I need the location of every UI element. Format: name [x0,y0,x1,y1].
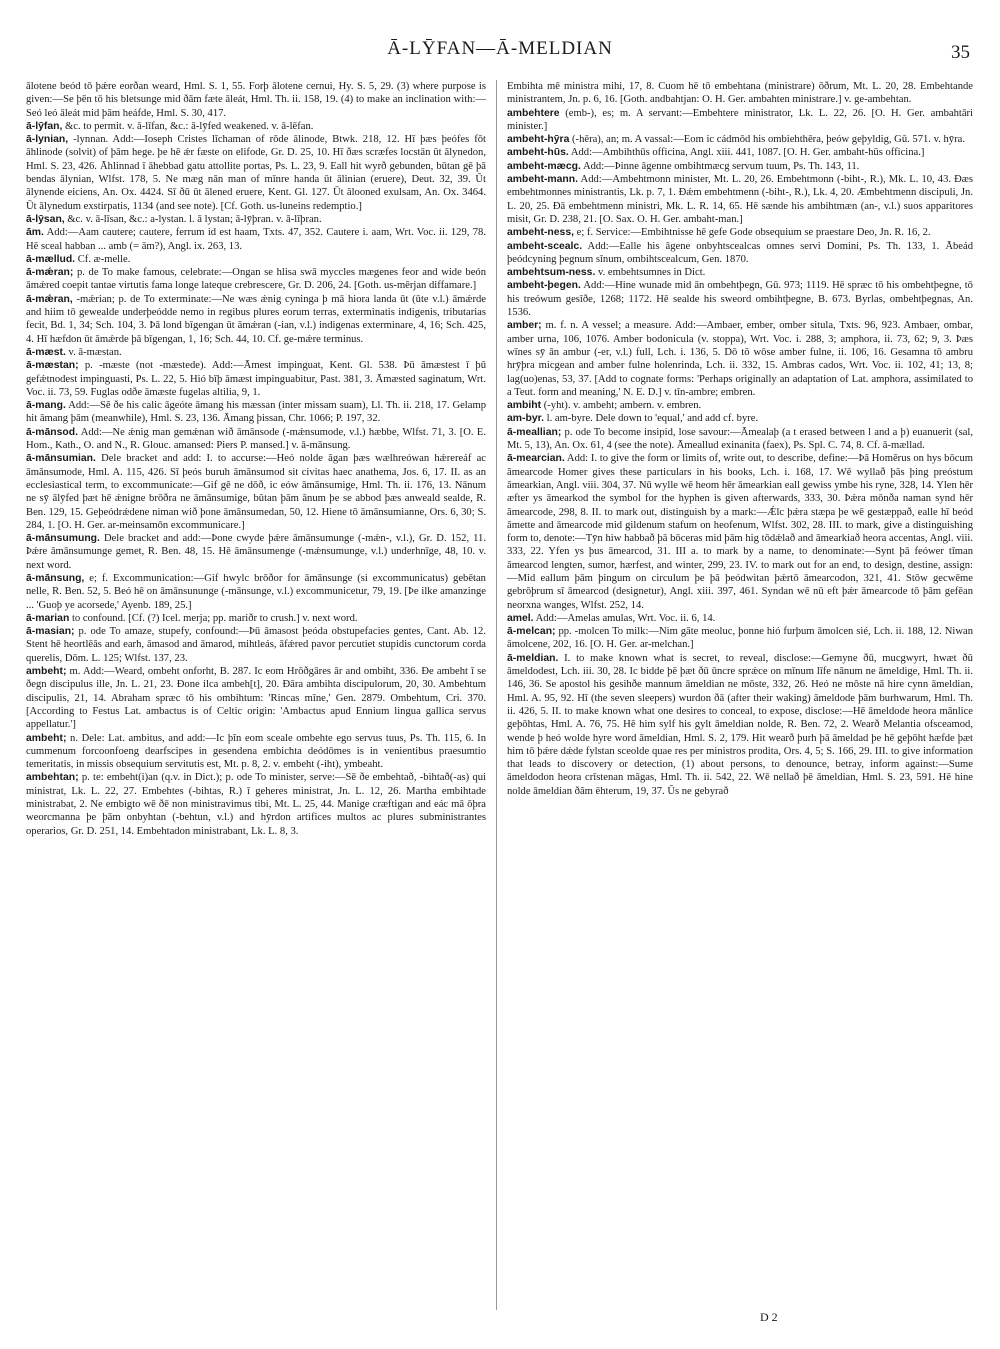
entry-text: &c. to permit. v. ā-līfan, &c.: ā-lȳfed weakened. v. ā-lēfan. [65,120,314,132]
dictionary-entry [26,120,486,133]
dictionary-entry [26,266,486,293]
dictionary-entry [507,319,973,399]
entry-headword: ā-lȳfan, [26,120,63,132]
entry-headword: ambeht; [26,666,67,678]
dictionary-entry [26,213,486,226]
entry-text: l. am-byre. Dele down to 'equal,' and add cf. byre. [546,413,759,425]
dictionary-entry [507,146,973,159]
dictionary-entry [507,107,973,134]
entry-headword: ambiht [507,400,542,412]
entry-text: e; f. Service:—Embihtnisse hē gefe Gode obsequium se praestare Deo, Jn. R. 16, 2. [576,227,931,239]
entry-text: m. Add:—Weard, ombeht onforht, B. 287. Ic eom Hrōðgāres ār and ombiht, 336. Ðe ambeht ī se ðegn discipulus ille, Jn. L. 21, 23. Ðone ilca ambeh[t], 20. Ðāra ambihta discipulorum, 20, 30. Ambehtum discipulis, 21, 14. Abraham spræc tō his ombihtum: 'Rincas mīne,' Gen. 2879. Ombehtum, Cri. 370. [According to Festus Lat. ambactus is of Celtic origin: 'Ambactus apud Ennium lingua gallica servus appellatur.'] [26,666,486,731]
entry-text: p. -mæste (not -mæstede). Add:—Āmest impinguat, Kent. Gl. 538. Þū āmæstest ī þū gefǽtnodest impinguasti, Ps. L. 22, 5. Hió bīþ āmæst impinguabitur, Past. 381, 3. Āmæsted saginatum, Wrt. Voc. ii. 73, 59. Fuglas odðe āmæste fugelas altilia, 9, 1. [26,360,486,398]
dictionary-entry [507,652,973,798]
dictionary-entry [507,625,973,652]
dictionary-entry [507,173,973,226]
entry-text: Dele bracket and add: I. to accurse:—Heó nolde āgan þæs wælhreówan hǽrereáf ac āmānsumode, Hml. A. 115, 426. Sī þeós buruh āmānsumod sit civitas haec anathema, Jos. 6, 17. II. as an ecclesiastical term, to excommunicate:—Gif gē ne dōð, ic eów āmānsumige, Hml. Th. ii. 176, 13. Nānum ne sȳ ālȳfed þæt hē ǽnigne brōðra ne āmānsumige, būtan þām ānum þe se abbod þæs anweald sealde, R. Ben. 129, 15. Geþeódrǽdene niman wið þone āmānsumedan, 50, 12. Hiene tō āmānsumianne, Ors. 6, 30; S. 284, 1. [O. H. Ger. ar-meinsamōn excommunicare.] [26,453,487,531]
entry-headword: ambeht-hȳra [507,134,570,146]
dictionary-entry [26,359,486,399]
entry-headword: ām. [26,227,44,239]
entry-headword: ā-mang. [26,400,66,412]
dictionary-entry [507,266,973,279]
entry-text: e; f. Excommunication:—Gif hwylc brōðor for āmānsunge (si excommunicatus) gebētan nelle, R. Ben. 52, 5. Beó hē on āmānsununge (-mānsunge, v.l.) excommunicetur, 79, 19. [Þe ilke amanzinge ... 'Guoþ ye acorsede,' Ayenb. 189, 25.] [26,572,486,611]
entry-headword: ambeht-hūs. [507,147,569,159]
entry-headword: amber; [507,320,542,332]
entry-text: (-yht). v. ambeht; ambern. v. embren. [543,400,702,412]
entry-text: p. te: embeht(i)an (q.v. in Dict.); p. ode To minister, serve:—Sē ðe embehtað, -bihtað(-as) qui ministrat, Lk. L. 22, 27. Embehtes (-bihtas, R.) ī geheres ministrat, Jn. L. 12, 26. Martha embihtade ministrabat, 2. Ne embigto wē ðē non ministravimus tibi, Mt. L. 25, 44. Manige cræftigan and eác mā ōþra weorcmanna þe þām onbyhtan (-behtun, v.l.) and hȳrdon artifices multos ac plures subministrantes operarios, Gr. D. 251, 14. Embehtadon ministrabant, Lk. L. 8, 3. [26,772,486,837]
dictionary-entry [507,279,973,319]
dictionary-entry [507,80,973,107]
entry-headword: ā-masian; [26,626,75,638]
dictionary-entry [26,426,486,453]
entry-text: m. f. n. A vessel; a measure. Add:—Ambaer, ember, omber situla, Txts. 96, 923. Ambaer, ombar, amber urna, 106, 1076. Amber bodonicula (v. stoppa), Wrt. Voc. i. 288, 3; amphora, ii. 73, 62; 9, 3. Þæs wīnes sȳ ān ambur (-er, v.l.) full, Lch. i. 136, 5. Dō tō wōse amber fulne, ii. 106, 16. Gesamna tō ambru hrȳþra micgean and amber fulne holenrinda, Lch. ii. 332, 15. Ambras cados, Wrt. Voc. ii. 102, 41; 13, 8; lag(uo)enas, 53, 37. [Add to cognate forms: 'Perhaps originally an adaptation of Lat. amphora, assimilated to a Teut. form and meaning,' N. E. D.] v. tīn-ambre; embren. [507,320,973,398]
entry-text: Add:—Ambehtmonn minister, Mt. L. 20, 26. Embehtmonn (-biht-, R.), Mk. L. 10, 43. Ðæs embehtmonnes ministrantis, Lk. p. 7, 1. Ðǽm embehtmenn (-biht-, R.), Lk. 4, 20. Æmbehtmenn discipuli, Jn. L. 20, 25. Ðā embehtmenn ministri, Mk. L. R. 14, 65. Hē sænde his ambihtmæn (an-, v.l.) suos apparitores misit, Gr. D. 238, 21. [O. Sax. O. H. Ger. ambaht-man.] [507,174,973,225]
entry-text: n. Dele: Lat. ambitus, and add:—Ic þīn eom sceale ombehte ego servus tuus, Ps. Th. 115, 6. In cummenum forcoonfoeng dearfscipes in gesendena embichta deódōmes is in venientibus praesumtio temeritatis, in missis obsequium servitutis est, Mt. p. 8, 2. v. embeht (-iht), ymbeaht. [26,732,486,771]
entry-headword: am-byr. [507,413,544,425]
entry-headword: ambeht; [26,732,67,744]
entry-text: -lynnan. Add:—Ioseph Cristes līchaman of rōde ālinode, Btwk. 218, 12. Hī þæs þeófes fōt āhlinode (solvit) of þām hege. þe hē ǽr fæste on elifode, Gr. D. 25, 10. Hī ðæs scræfes locstān ūt ālynedon, Hml. S. 23, 426. Āhlinnad ī āhebbad gatu attollite portas, Ps. L. 23, 9. Eall hit wyrð gebunden, būtan gē þā bendas ālynian, Wlfst. 178, 5. Ne mæg nān man of mīnre handa ūt ālinian (eruere), Deut. 32, 39. Ūt ālynende eiciens, An. Ox. 4424. Sī ðū ūt ālened eruere, Kent. Gl. 127. Ūt ālooned exulsam, An. Ox. 3464. Ūt ālynedum exstirpatis, 1134 (and see note). [Cf. Goth. us-luneins redemptio.] [26,134,486,212]
entry-text: Dele bracket and add:—Þone cwyde þǽre āmānsumunge (-mǽn-, v.l.), Gr. D. 152, 11. Þǽre āmānsumunge gemet, R. Ben. 48, 15. Hē āmānsumenge (-mǽnsumunge, v.l.) underhnīge, 48, 10. v. next word. [26,533,486,571]
dictionary-entry [26,665,486,731]
entry-text: &c. v. ā-līsan, &c.: a-lystan. l. ā lystan; ā-lȳþran. v. ā-līþran. [67,213,322,225]
signature-mark: D 2 [760,1310,778,1324]
right-column [507,80,973,798]
entry-headword: amel. [507,612,534,624]
dictionary-entry [26,253,486,266]
entry-headword: ā-melcan; [507,626,556,638]
dictionary-entry [26,452,486,532]
entry-headword: ambehtan; [26,772,79,784]
dictionary-entry [26,625,486,665]
dictionary-entry [26,293,486,346]
column-divider [496,80,497,1310]
dictionary-entry [26,346,486,359]
entry-headword: ā-mānsumung. [26,533,100,545]
dictionary-entry [507,612,973,625]
entry-text: Cf. æ-melle. [77,253,131,265]
entry-headword: ā-mānsod. [26,426,78,438]
dictionary-entry [26,80,486,120]
entry-headword: ā-mearcian. [507,453,565,465]
entry-headword: ambeht-scealc. [507,240,583,252]
entry-text: Add:—Hine wunade mid ān ombehtþegn, Gū. 973; 1119. Hē spræc tō his ombehtþegne, tō his treówum gesīðe, 1268; 1172. Hē sealde his sweord ombihtþegne, B. 673. Byrlas, ombehtþegnas, An. 1536. [507,280,973,319]
entry-headword: ambeht-þegen. [507,280,581,292]
entry-text: Add:—Ealle his āgene onbyhtscealcas omnes servi Domini, Ps. Th. 133, 1. Ābeád þeódcyning þegnum sīnum, ombihtscealcum, Gen. 1870. [507,240,973,265]
entry-text: p. ode To become insipid, lose savour:—Āmealaþ (a t erased between l and a þ) euanuerit (sal, Mt. 5, 13), An. Ox. 61, 4 (see the note). Āmeallud exinanita (faex), Ps. Spl. C. 74, 8. Cf. ā-mællad. [507,426,974,452]
dictionary-entry [26,732,486,772]
entry-headword: ambeht-ness, [507,227,574,239]
page-number: 35 [951,42,970,63]
entry-text: Add:—Amelas amulas, Wrt. Voc. ii. 6, 14. [535,612,716,624]
entry-headword: ā-mǽran; [26,267,74,279]
entry-headword: ā-mæstan; [26,360,79,372]
dictionary-entry [507,452,973,612]
entry-headword: ā-lȳsan, [26,213,65,225]
entry-text: Add:—Ambihthūs officina, Angl. xiii. 441, 1087. [O. H. Ger. ambaht-hūs officina.] [570,147,925,159]
entry-headword: ā-mællud. [26,253,76,265]
entry-text: Add: I. to give the form or limits of, write out, to describe, define:—Þā Homērus on hys bōcum āmearcode Homer gives these particulars in his books, Lch. i. 168, 17. Wē wyllað þās þing preóstum āmearkian, Angl. viii. 304, 37. Nū wylle wē heom hēr āmearkian eall gewiss ymbe his ryne, 328, 14. Ylen hēr æfter ys āmearkod the symbol for the hyphen is given afterwards, 333, 30. Þǽra mōnða naman synd hēr āmearcode, 298, 8. II. to mark out, distinguish by a mark:—Ǽlc þǽra stæpa þe wē gestæppað, ealle hī beód āmette and āmearcode mid gildenum stafum on heofenum, Wlfst. 302, 28. III. to mark, give a distinguishing form to, denote:—Tȳn hiw habbað þā bōceras mid þām hig tōdǽlað and āmearkiað heora accentas, Angl. viii. 333, 22. Yfen ys þus āmearcod, 31. III a. to mark by a name, to denominate:—Synt þā feówer tīman āmearcod lengten, sumor, hærfest, and winter, 299, 23. IV. to mark out for an end, to design, destine, assign:—Mid eallum þām þingum on circulum þe þā þeódwitan þǽrtō āmearcodon, 321, 41. Stōw gecwēme gebrōþrum sī āmearcod (designetur), Angl. xiii. 397, 461. Syndan wē nū eft þǽr āmearcode tō þām gefēan neorxna wanges, Wlfst. 252, 14. [507,453,973,611]
entry-text: I. to make known what is secret, to reveal, disclose:—Gemyne ðū, mucgwyrt, hwæt ðū āmeldodest, Lch. iii. 30, 28. Ic bidde þē þæt ðū ūncre sprǽce on mīnum līfe nānum ne āmeldige, Hml. Th. ii. 146, 36. Se apostol his gesihðe mannum āmeldian ne mōste, 332, 26. Heó ne mōste nā hire cynn āmeldian, Hml. A. 95, 92. Hī (the seven sleepers) wurdon ðā (after their waking) āmeldode þām burhwarum, Hml. Th. ii. 426, 5. II. to make known what one desires to conceal, to expose, disclose:—Hē āmeldode heora mānlice geþōhtas, Hml. A. 76, 75. Hē him sylf his gylt āmeldian nolde, R. Ben. 72, 2. Wearð Melantia ofsceamod, wende þ heó wolde hyre word āmeldian, Hml. S. 2, 179. Hit wearð þurh þā āmeldad þe hē geþōht hæfde þæt him tō þǽre dǽde fylstan sceolde quae res per ministros prodita, Ors. 4, 5; S. 166, 29. III. to give information that leads to discovery or detection, (1) about persons, to denounce, betray, inform against:—Sume āmeldodon heora crīstenan māgas, Hml. Th. ii. 542, 22. Wē nellað þē āmeldian, Hml. S. 23, 591. Hē hine nolde āmeldian ðām ēhterum, 19, 37. Ūs ne gebyrað [507,652,973,797]
entry-headword: ā-meallian; [507,426,562,438]
entry-text: to confound. [Cf. (?) Icel. merja; pp. mariðr to crush.] v. next word. [71,612,358,624]
dictionary-entry [507,412,973,425]
page-header [30,38,970,68]
dictionary-entry [507,399,973,412]
entry-text: Add:—Aam cautere; cautere, ferrum id est haam, Txts. 47, 352. Cautere i. aam, Wrt. Voc. ii. 129, 78. Hē sceal habban ... amb (= ām?), Angl. ix. 263, 13. [26,227,486,252]
dictionary-entry [26,226,486,253]
entry-text: Add:—Ne ǽnig man gemǽnan wið āmānsode (-mǽnsumode, v.l.) hæbbe, Wlfst. 71, 3. [O. E. Hom., Kath., O. and N., R. Glouc. amansed: Piers P. mansed.] v. ā-mānsung. [26,426,486,452]
entry-text: v. ā-mæstan. [68,346,122,358]
entry-text: (-hēra), an; m. A vassal:—Eom ic cádmōd his ombiehthēra, þeów geþyldig, Gū. 571. v. hȳra. [572,134,965,146]
entry-text: ālotene beód tō þǽre eorðan weard, Hml. S. 1, 55. Forþ ālotene cernui, Hy. S. 5, 29. (3) where purpose is given:—Se þēn tō his bletsunge mid ðām fæte āleát, Hml. Th. ii. 158, 19. (4) to make an inclination with:—Seó leó āleát mid þām heáfde, Hml. S. 30, 417. [26,81,486,119]
entry-headword: ambehtsum-ness. [507,267,596,279]
dictionary-entry [26,399,486,426]
entry-headword: ambeht-mann. [507,174,579,186]
dictionary-entry [26,612,486,625]
entry-text: p. ode To amaze, stupefy, confound:—Þū āmasost þeóda obstupefacies gentes, Cant. Ab. 12. Stent hē heortlēās and earh, āmasod and āmarod, mihtleás, āfǽred pavor percutiet stupidis cunctorum corda querelis, Dōm. L. 125; Wlfst. 137, 23. [26,626,486,664]
dictionary-entry [507,133,973,146]
entry-headword: ā-mæst. [26,346,66,358]
dictionary-entry [507,226,973,239]
entry-headword: ā-mānsung, [26,572,85,584]
entry-text: Add:—Þinne āgenne ombihtmæcg servum tuum, Ps. Th. 143, 11. [582,160,860,172]
running-head: Ā-LȲFAN—Ā-MELDIAN [387,38,613,59]
entry-headword: ambeht-mæcg. [507,160,581,172]
entry-headword: ā-lynian, [26,134,69,146]
entry-headword: ā-marian [26,612,70,624]
entry-headword: ambehtere [507,107,560,119]
dictionary-entry [507,240,973,267]
entry-headword: ā-meldian. [507,652,559,664]
dictionary-entry [26,572,486,612]
entry-text: v. embehtsumnes in Dict. [598,267,706,279]
dictionary-entry [507,426,973,453]
dictionary-entry [26,133,486,213]
entry-text: Embihta mē ministra mihi, 17, 8. Cuom hē tō embehtana (ministrare) ōðrum, Mt. L. 20, 28. Embehtande ministrantem, Jn. p. 6, 16. [Goth. andbahtjan: O. H. Ger. ambahten ministrare.] v. ge-ambehtan. [507,81,973,106]
entry-text: -mǽrian; p. de To exterminate:—Ne wæs ǽnig cyninga þ mā hiora landa ūt (ūte v.l.) āmǽrde and hiim tō gewealde underþeódde nemo in regibus plures eorum terras, exterminatis indigenis, tributarias fecit, Bd. 1, 34; Sch. 104, 3. Þā lond bīgengan ūt āmǽran (-ian, v.l.) indigenas exterminare, 4, 16; Sch. 425, 4. Hī hæfdon ūt āmǽrde þā bīgengan, 1, 16; Sch. 44, 10. Cf. ge-mǽre terminus. [26,293,486,345]
dictionary-entry [26,771,486,837]
entry-headword: ā-mānsumian. [26,453,96,465]
entry-text: p. de To make famous, celebrate:—Ongan se hlisa swā myccles mægenes feor and wide beón āmǽred coepit tantae virtutis fama longe lateque crebrescere, Gr. D. 206, 24. [Goth. us-mērjan diffamare.] [26,267,486,292]
left-column [26,80,486,838]
dictionary-entry [507,160,973,173]
entry-text: pp. -molcen To milk:—Nim gāte meoluc, þonne hió furþum āmolcen sié, Lch. ii. 188, 12. Niwan āmolcene, 202, 16. [O. H. Ger. ar-melchan.] [507,626,974,651]
entry-text: Add:—Sē ðe his calic āgeóte āmang his mæssan (inter missam suam), Ll. Th. ii. 218, 17. Gelamp hit āmang þām (meanwhile), Hml. S. 23, 136. Āmang þissan, Chr. 1066; P. 197, 32. [26,400,486,425]
entry-text: (emb-), es; m. A servant:—Embehtere ministrator, Lk. L. 22, 26. [O. H. Ger. ambahtāri minister.] [507,107,973,132]
entry-headword: ā-mǽran, [26,293,73,305]
dictionary-entry [26,532,486,572]
